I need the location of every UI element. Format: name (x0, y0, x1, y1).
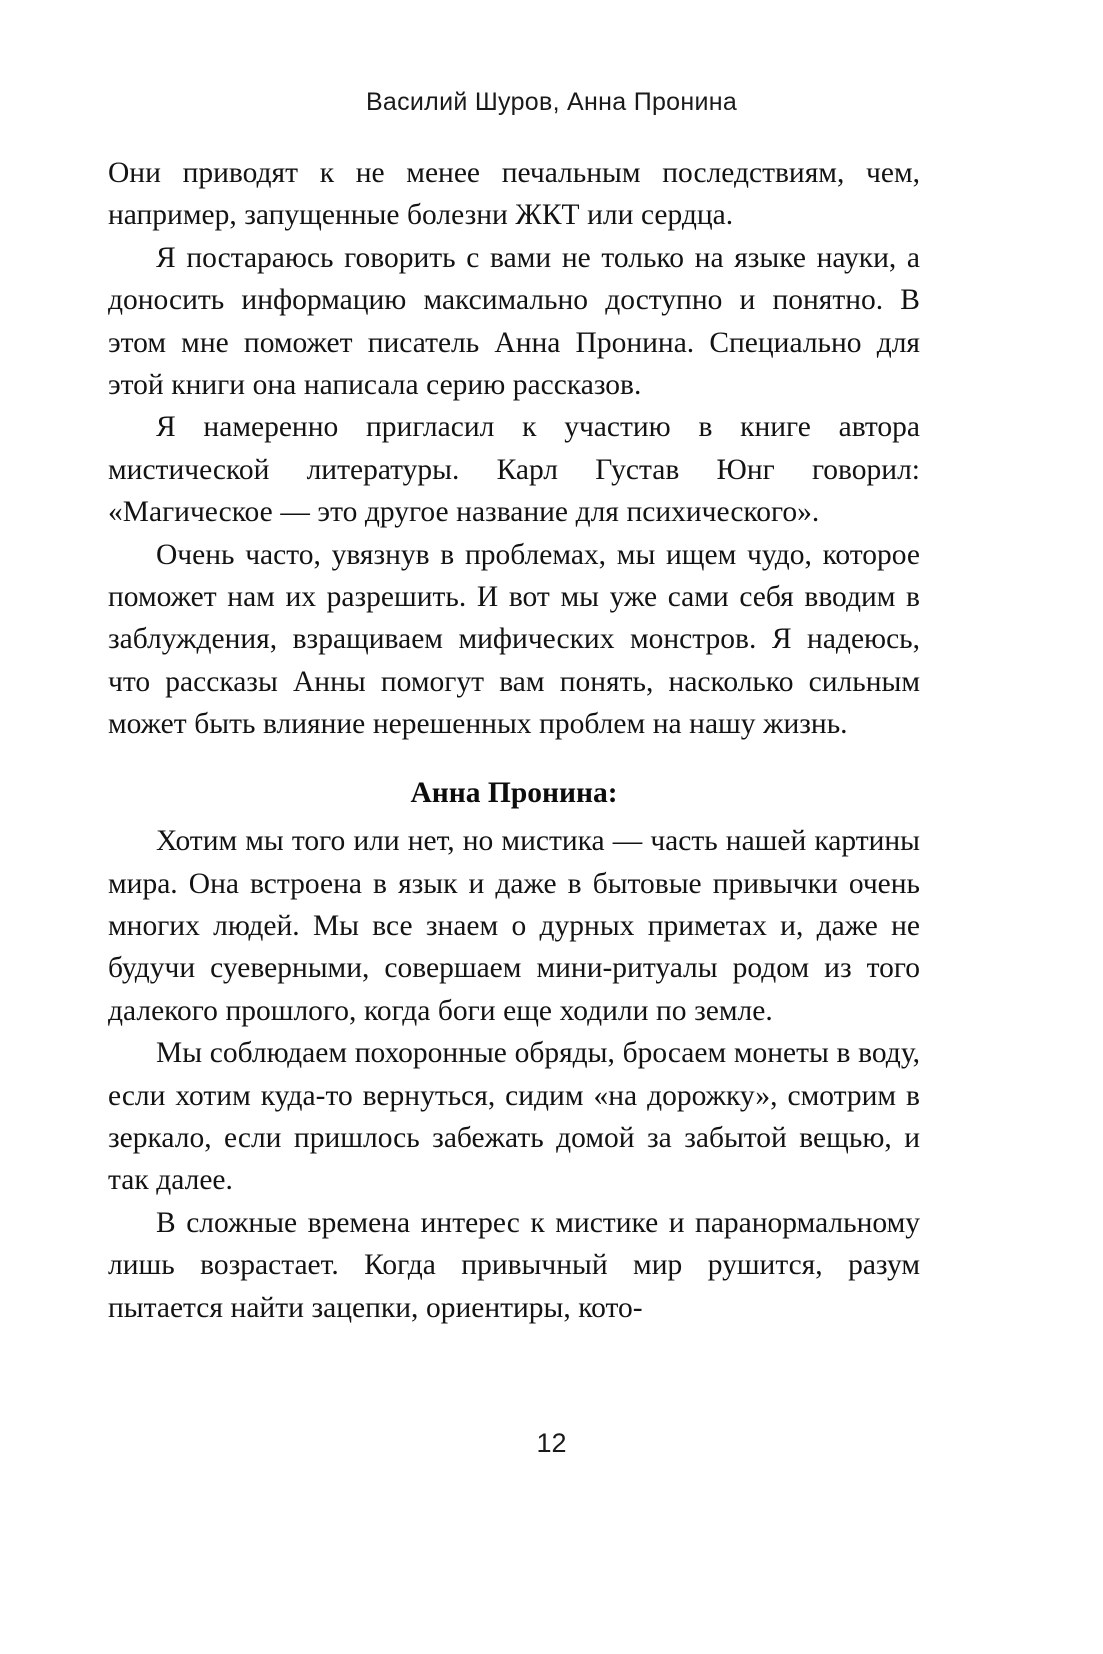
paragraph: Я постараюсь говорить с вами не только на языке науки, а доносить информацию максимально доступно и понятно. В этом мне поможет писатель Анна Пронина. Специально для этой книги она написала серию рассказов. (108, 241, 920, 402)
paragraph: Мы соблюдаем похоронные обряды, бросаем монеты в воду, если хотим куда-то вернуться, сидим «на дорожку», смотрим в зеркало, если пришлось забежать домой за забытой вещью, и так далее. (108, 1037, 920, 1197)
paragraph: Они приводят к не менее печальным последствиям, чем, например, запущенные болезни ЖКТ или сердца. (108, 157, 920, 232)
paragraph: В сложные времена интерес к мистике и паранормальному лишь возрастает. Когда привычный мир рушится, разум пытается найти зацепки, ориентиры, кото- (108, 1206, 920, 1324)
paragraph: Очень часто, увязнув в проблемах, мы ищем чудо, которое поможет нам их разрешить. И вот мы уже сами себя вводим в заблуждения, взращиваем мифических монстров. Я надеюсь, что рассказы Анны помогут вам понять, насколько сильным может быть влияние нерешенных проблем на нашу жизнь. (108, 538, 920, 741)
page-number: 12 (536, 1428, 567, 1458)
running-head: Василий Шуров, Анна Пронина (365, 88, 738, 116)
paragraph: Я намеренно пригласил к участию в книге автора мистической литературы. Карл Густав Юнг говорил: «Магическое — это другое название для психического». (108, 411, 920, 529)
section-heading: Анна Пронина: (410, 776, 618, 809)
paragraph: Хотим мы того или нет, но мистика — часть нашей картины мира. Она встроена в язык и даже в бытовые привычки очень многих людей. Мы все знаем о дурных приметах и, даже не будучи суеверными, совершаем мини-ритуалы родом из того далекого прошлого, когда боги еще ходили по земле. (108, 825, 920, 1027)
page-text-block (108, 152, 920, 1329)
